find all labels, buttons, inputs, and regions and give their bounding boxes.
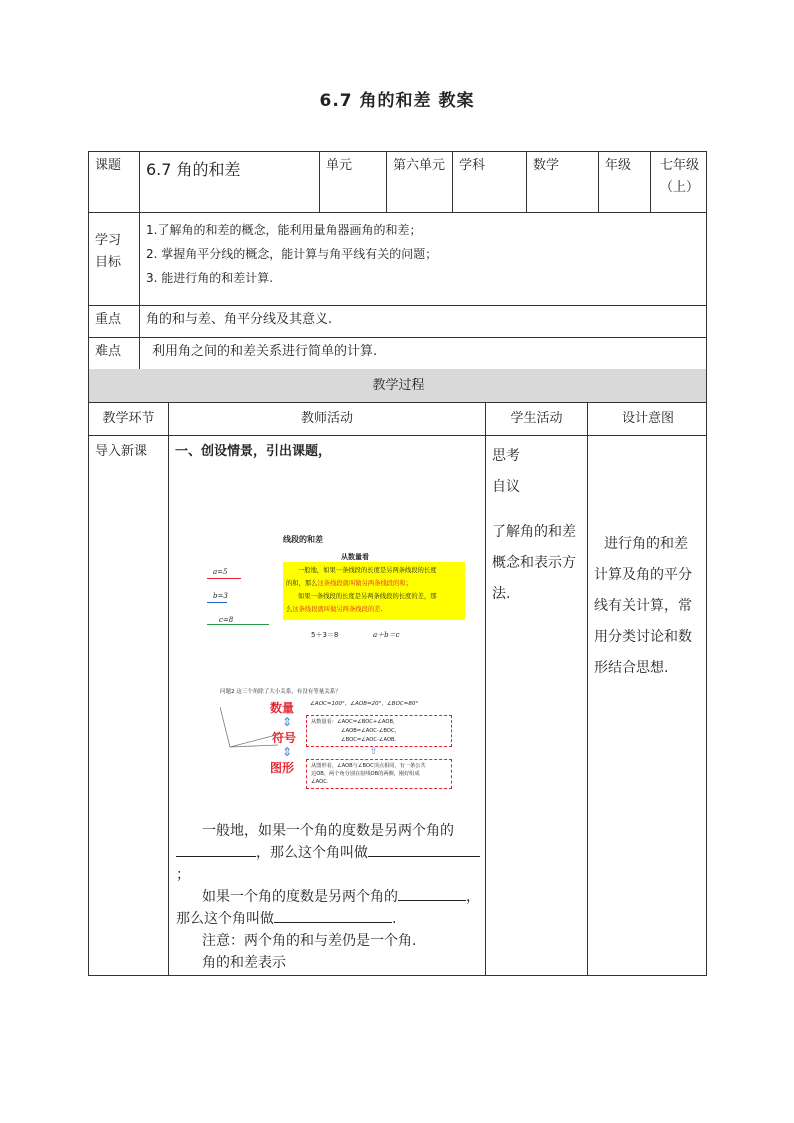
def-line-4 (286, 603, 462, 616)
text-line-6: 角的和差表示 (202, 955, 286, 971)
text-line-3 (176, 886, 481, 908)
objective-item: 2. 掌握角平分线的概念，能计算与角平线有关的问题； (146, 247, 438, 261)
slide1-subtitle: 从数量看 (341, 553, 369, 561)
grade-value-line1: 七年级 (659, 158, 699, 173)
design-cell (588, 435, 708, 975)
seg-a-line (207, 578, 241, 579)
text2a: 如果一个角的度数是另两个角的 (202, 889, 398, 905)
student-line: 概念和表示方 (492, 555, 576, 571)
seg-b-label: b=3 (213, 592, 228, 600)
arrow-updown-icon: ⇕ (282, 745, 293, 759)
design-line: 计算及角的平分 (594, 567, 692, 583)
def-line-1: 一般地，如果一条线段的长度是另两条线段的长度 (298, 567, 437, 574)
def-line-2 (286, 577, 462, 590)
difficulty-row (88, 337, 707, 369)
def-line-4b: 这条线段就叫做另两条线段的差 (292, 606, 381, 613)
quantity-line: 从数量看：∠AOC=∠BOC+∠AOB， (311, 719, 399, 725)
student-line: 自议 (492, 479, 520, 495)
key-points-value: 角的和与差、角平分线及其意义. (146, 312, 333, 327)
text2b: ， (466, 889, 480, 905)
blank-4 (274, 908, 392, 923)
student-line: 法. (492, 586, 511, 602)
text-line-1 (176, 820, 481, 842)
def-line-2a: 的和，那么 (286, 580, 318, 587)
seg-c-label: c=8 (219, 616, 234, 624)
seg-b-line (207, 602, 227, 603)
objectives-label (89, 212, 140, 305)
col-teacher: 教师活动 (169, 402, 486, 435)
subject-label: 学科 (453, 151, 527, 212)
student-line: 了解角的和差 (492, 524, 576, 540)
equation-numbers: 5＋3＝8 (311, 631, 339, 639)
grade-label: 年级 (599, 151, 651, 212)
teacher-heading: 一、创设情景，引出课题， (175, 444, 332, 459)
blank-3 (398, 886, 466, 901)
segment-slide (195, 530, 470, 645)
slide2-question: 问题2 这三个角除了大小关系，有没有等量关系？ (220, 689, 341, 695)
grade-value-line2: （上） (659, 180, 699, 195)
quantity-line: ∠BOC=∠AOC-∠AOB. (341, 737, 397, 743)
text1c: ； (176, 867, 190, 883)
unit-label: 单元 (320, 151, 387, 212)
grade-value (651, 151, 708, 212)
stage-cell: 导入新课 (89, 435, 169, 975)
key-points-label: 重点 (89, 305, 140, 337)
text1b: ，那么这个角叫做 (256, 845, 368, 861)
design-line: 形结合思想. (594, 660, 669, 676)
text1a: 一般地，如果一个角的度数是另两个角的 (202, 823, 454, 839)
text3a: 那么这个角叫做 (176, 911, 274, 927)
figure-line: 从图形看，∠AOB与∠BOC顶点相同，有一条公共 (311, 763, 426, 769)
text3b: . (392, 911, 397, 927)
col-student: 学生活动 (486, 402, 588, 435)
process-heading-row (88, 369, 707, 402)
design-line: 用分类讨论和数 (594, 629, 692, 645)
key-points-row (88, 305, 707, 337)
seg-a-label: a=5 (213, 568, 228, 576)
arrow-updown-icon: ⇕ (282, 715, 293, 729)
design-line: 线有关计算，常 (594, 598, 692, 614)
quantity-line: ∠AOB=∠AOC-∠BOC， (341, 728, 400, 734)
word-figure: 图形 (270, 761, 295, 775)
process-heading: 教学过程 (372, 378, 425, 393)
objectives-label-2: 目标 (95, 255, 122, 270)
word-quantity: 数量 (270, 701, 295, 715)
objectives-list (140, 212, 708, 305)
blank-1 (176, 842, 256, 857)
header-row (88, 151, 707, 212)
difficulty-value: 利用角之间的和差关系进行简单的计算. (152, 344, 378, 359)
arrow-up-icon: ⇧ (370, 747, 378, 757)
slide2-given: ∠AOC=100°，∠AOB=20°，∠BOC=80° (310, 701, 419, 707)
objectives-row (88, 212, 707, 305)
page-title: 6.7 角的和差 教案 (319, 91, 475, 111)
difficulty-label: 难点 (89, 337, 140, 369)
objectives-label-1: 学习 (95, 233, 122, 248)
student-cell (486, 435, 588, 975)
objective-item: 1.了解角的和差的概念，能利用量角器画角的和差； (146, 223, 422, 237)
process-columns-row (88, 402, 707, 435)
word-symbol: 符号 (272, 731, 297, 745)
student-line: 思考 (492, 448, 520, 464)
def-line-2c: ； (405, 580, 412, 587)
blank-2 (368, 842, 480, 857)
figure-line: ∠AOC. (311, 779, 329, 785)
figure-box (306, 759, 452, 789)
text-line-5: 注意：两个角的和与差仍是一个角. (202, 933, 417, 949)
subject-value: 数学 (527, 151, 599, 212)
def-line-2b: 这条线段就叫做另两条线段的和 (317, 580, 406, 587)
col-design: 设计意图 (621, 411, 674, 426)
design-line: 进行角的和差 (604, 536, 688, 552)
col-stage: 教学环节 (89, 402, 169, 435)
topic-label: 课题 (89, 151, 140, 212)
teacher-text (176, 820, 481, 974)
seg-c-line (207, 624, 269, 625)
figure-line: 边OB，两个角分别在射线OB的两侧，刚好组成 (311, 771, 420, 777)
text-line-2 (176, 842, 481, 886)
def-line-4c: . (380, 606, 383, 613)
objective-item: 3. 能进行角的和差计算. (146, 271, 274, 285)
def-line-3: 如果一条线段的长度是另两条线段的长度的差，那 (298, 593, 437, 600)
definition-box (283, 562, 465, 620)
text-line-4 (176, 908, 481, 930)
slide1-title: 线段的和差 (283, 535, 323, 544)
unit-value: 第六单元 (387, 151, 453, 212)
equation-letters: a＋b＝c (373, 631, 400, 639)
quantity-box (306, 715, 452, 747)
def-line-4a: 么 (286, 606, 293, 613)
angle-slide (218, 685, 458, 795)
topic-value: 6.7 角的和差 (140, 151, 320, 212)
